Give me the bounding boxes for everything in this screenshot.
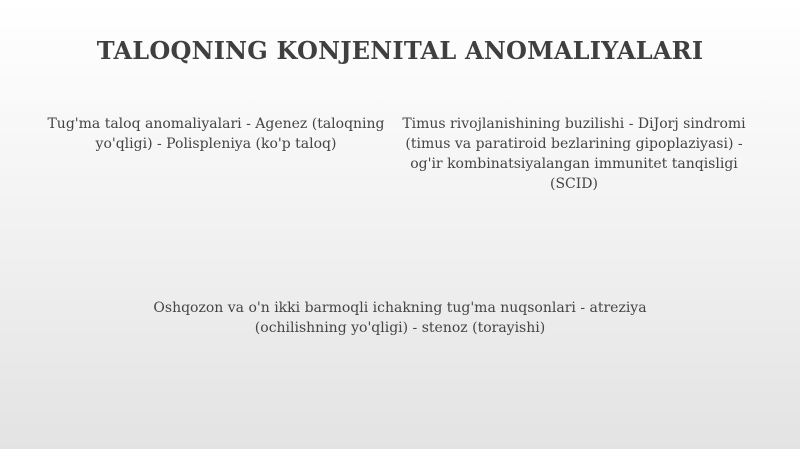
slide-title: TALOQNING KONJENITAL ANOMALIYALARI (96, 36, 704, 65)
text-block-thymus-disorders: Timus rivojlanishining buzilishi - DiJorj sindromi (timus va paratiroid bezlarining gipoplaziyasi) - og'ir kombinatsiyalangan immunitet tanqisligi (SCID) (402, 116, 746, 192)
text-block-gastro-duodenal-defects: Oshqozon va o'n ikki barmoqli ichakning tug'ma nuqsonlari - atreziya (ochilishning yo'qligi) - stenoz (torayishi) (153, 300, 647, 336)
text-block-spleen-anomalies: Tug'ma taloq anomaliyalari - Agenez (taloqning yo'qligi) - Polispleniya (ko'p taloq) (47, 116, 385, 152)
